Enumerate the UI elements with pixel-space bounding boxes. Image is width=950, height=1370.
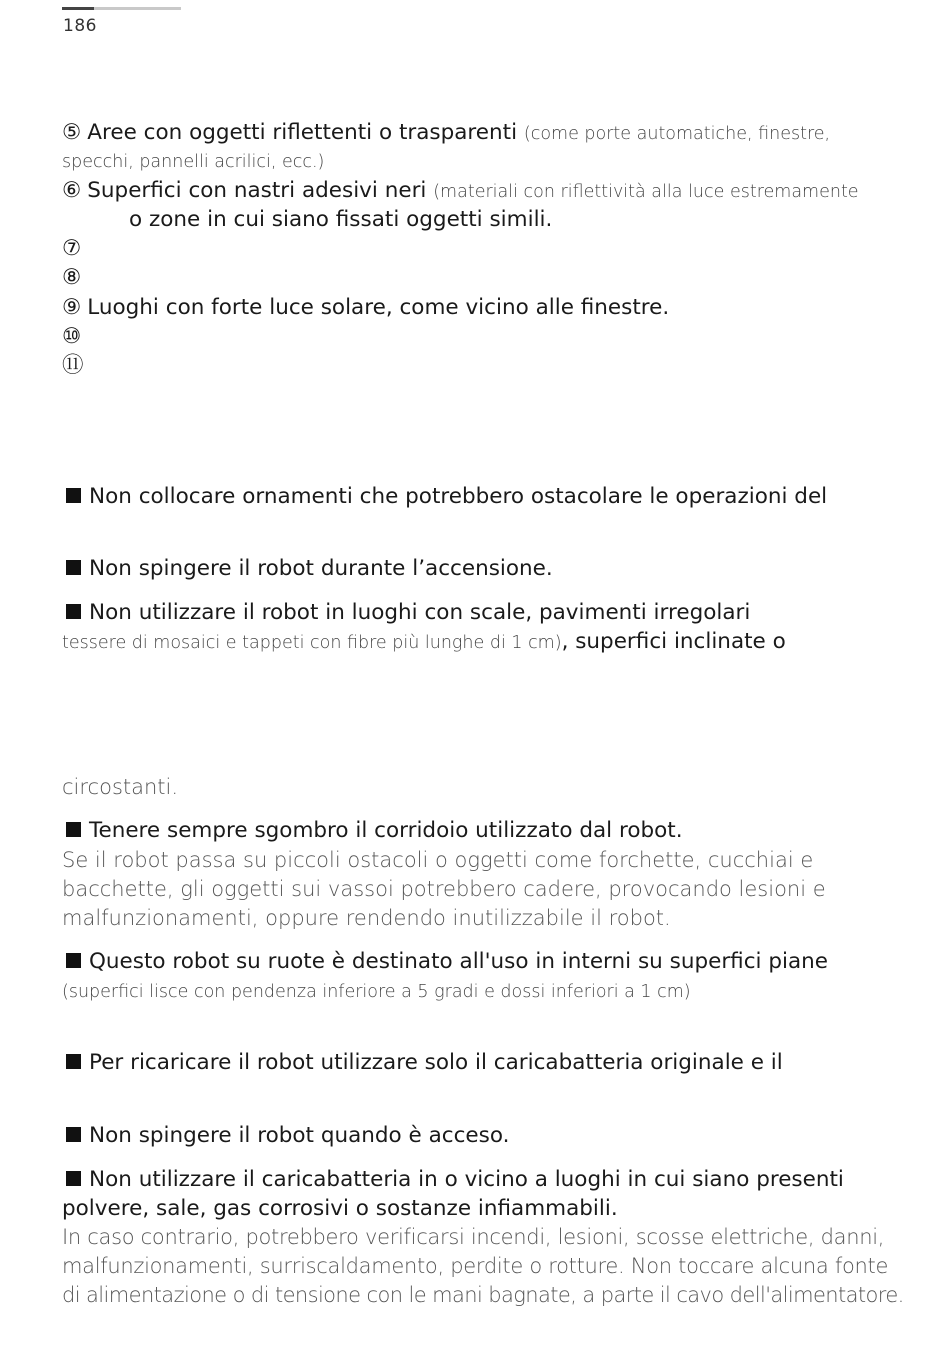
- list-item-8: [62, 263, 87, 292]
- bullet-text: Non utilizzare il caricabatteria in o vicino a luoghi in cui siano presenti: [89, 1167, 844, 1192]
- bullet-charger-location-continuation: polvere, sale, gas corrosivi o sostanze infiammabili.: [62, 1196, 618, 1221]
- list-item-7: [62, 234, 87, 263]
- bullet-text: Tenere sempre sgombro il corridoio utilizzato dal robot.: [89, 818, 683, 843]
- bullet-text: Non collocare ornamenti che potrebbero ostacolare le operazioni del: [89, 484, 828, 509]
- charger-location-body-line: di alimentazione o di tensione con le mani bagnate, a parte il cavo dell'alimentatore.: [62, 1283, 904, 1307]
- list-number: ⑤: [62, 120, 82, 145]
- corridor-body-line: bacchette, gli oggetti sui vassoi potrebbero cadere, provocando lesioni e: [62, 877, 826, 901]
- surroundings-text: circostanti.: [62, 775, 179, 799]
- bullet-text: Per ricaricare il robot utilizzare solo il caricabatteria originale e il: [89, 1050, 783, 1075]
- list-item-11: [62, 351, 90, 380]
- list-item-6: [62, 176, 859, 207]
- square-bullet-icon: [66, 488, 81, 503]
- list-number: ⑨: [62, 295, 82, 320]
- bullet-text: Non spingere il robot durante l’accensione.: [89, 556, 553, 581]
- header-rule-accent: [62, 7, 94, 10]
- square-bullet-icon: [66, 822, 81, 837]
- square-bullet-icon: [66, 604, 81, 619]
- list-item-text: Aree con oggetti riflettenti o trasparenti: [87, 120, 518, 145]
- corridor-body-line: malfunzionamenti, oppure rendendo inutilizzabile il robot.: [62, 906, 671, 930]
- list-number: ⑥: [62, 178, 82, 203]
- list-number: ⑪: [62, 353, 84, 378]
- list-item-5: [62, 118, 830, 149]
- list-item-9: [62, 293, 669, 322]
- square-bullet-icon: [66, 560, 81, 575]
- indoor-note: (superfici lisce con pendenza inferiore a 5 gradi e dossi inferiori a 1 cm): [62, 982, 691, 1002]
- list-number: ⑩: [62, 324, 82, 349]
- bullet-ornaments: [62, 482, 827, 511]
- bullet-no-push-power-on: [62, 554, 553, 583]
- corridor-body-line: Se il robot passa su piccoli ostacoli o oggetti come forchette, cucchiai e: [62, 848, 814, 872]
- bullet-charger-location: [62, 1165, 844, 1194]
- bullet-corridor: [62, 816, 683, 845]
- charger-location-body-line: In caso contrario, potrebbero verificarsi incendi, lesioni, scosse elettriche, danni,: [62, 1225, 885, 1249]
- square-bullet-icon: [66, 953, 81, 968]
- list-item-6-continuation: o zone in cui siano fissati oggetti simili.: [129, 207, 553, 232]
- bullet-stairs-continuation: [62, 627, 786, 658]
- page-number: 186: [63, 16, 97, 36]
- list-item-note: (materiali con riflettività alla luce estremamente: [433, 182, 859, 202]
- list-number: ⑧: [62, 265, 82, 290]
- list-item-text: Superfici con nastri adesivi neri: [87, 178, 427, 203]
- square-bullet-icon: [66, 1054, 81, 1069]
- bullet-text: , superfici inclinate o: [561, 629, 786, 654]
- bullet-no-push-on: [62, 1121, 509, 1150]
- bullet-text: Questo robot su ruote è destinato all'uso in interni su superfici piane: [89, 949, 828, 974]
- list-number: ⑦: [62, 236, 82, 261]
- bullet-note: tessere di mosaici e tappeti con fibre più lunghe di 1 cm): [62, 633, 562, 653]
- list-item-text: Luoghi con forte luce solare, come vicino alle finestre.: [87, 295, 670, 320]
- list-item-10: [62, 322, 87, 351]
- square-bullet-icon: [66, 1127, 81, 1142]
- bullet-indoor: [62, 947, 828, 976]
- square-bullet-icon: [66, 1171, 81, 1186]
- bullet-stairs: [62, 598, 750, 627]
- list-item-5-continuation: specchi, pannelli acrilici, ecc.): [62, 152, 325, 172]
- bullet-text: Non utilizzare il robot in luoghi con scale, pavimenti irregolari: [89, 600, 751, 625]
- charger-location-body-line: malfunzionamenti, surriscaldamento, perdite o rotture. Non toccare alcuna fonte: [62, 1254, 889, 1278]
- list-item-note: (come porte automatiche, finestre,: [523, 124, 831, 144]
- bullet-text: Non spingere il robot quando è acceso.: [89, 1123, 510, 1148]
- bullet-charger-original: [62, 1048, 783, 1077]
